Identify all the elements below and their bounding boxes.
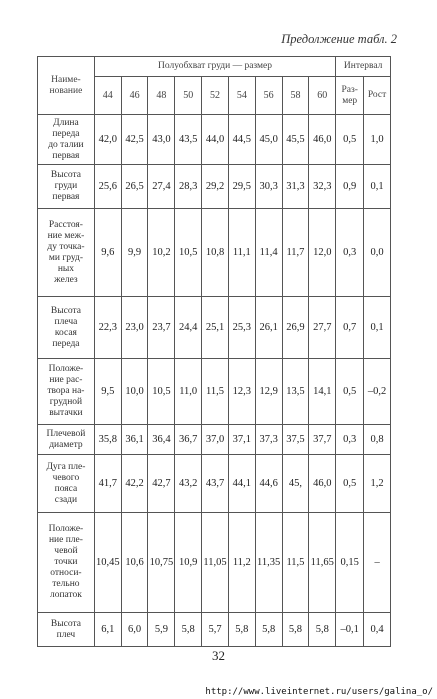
measurement-cell: 22,3 — [94, 297, 121, 359]
measurement-cell: 10,75 — [148, 513, 175, 613]
size-group-header: Полуобхват груди — размер — [94, 57, 335, 77]
measurement-cell: 10,6 — [121, 513, 148, 613]
measurement-cell: 11,2 — [228, 513, 255, 613]
size-header: 58 — [282, 77, 309, 115]
measurement-cell: 11,5 — [202, 359, 229, 425]
measurement-cell: 35,8 — [94, 425, 121, 455]
measurement-cell: 46,0 — [309, 115, 336, 165]
size-header: 60 — [309, 77, 336, 115]
table-caption: Предолжение табл. 2 — [281, 32, 397, 46]
measurement-cell: 10,5 — [175, 209, 202, 297]
parameter-name: Высота груди первая — [38, 165, 95, 209]
watermark-url: http://www.liveinternet.ru/users/galina_o/ — [205, 687, 433, 697]
table-row — [38, 455, 391, 513]
height-interval-cell: –0,2 — [364, 359, 391, 425]
name-column-header: Наиме- нование — [38, 57, 95, 115]
measurement-cell: 10,45 — [94, 513, 121, 613]
measurement-cell: 25,1 — [202, 297, 229, 359]
size-interval-cell: 0,5 — [336, 359, 364, 425]
table-row — [38, 513, 391, 613]
size-interval-cell: 0,9 — [336, 165, 364, 209]
size-header: 56 — [255, 77, 282, 115]
measurements-table — [37, 56, 391, 647]
measurement-cell: 43,0 — [148, 115, 175, 165]
parameter-name: Высота плеч — [38, 613, 95, 647]
measurement-cell: 43,5 — [175, 115, 202, 165]
measurement-cell: 30,3 — [255, 165, 282, 209]
measurement-cell: 11,5 — [282, 513, 309, 613]
measurement-cell: 9,9 — [121, 209, 148, 297]
measurement-cell: 45,0 — [255, 115, 282, 165]
size-header: 52 — [202, 77, 229, 115]
measurement-cell: 5,8 — [175, 613, 202, 647]
measurement-cell: 5,8 — [282, 613, 309, 647]
measurement-cell: 45, — [282, 455, 309, 513]
measurement-cell: 5,9 — [148, 613, 175, 647]
measurement-cell: 37,3 — [255, 425, 282, 455]
measurement-cell: 25,6 — [94, 165, 121, 209]
measurement-cell: 5,7 — [202, 613, 229, 647]
measurement-cell: 23,7 — [148, 297, 175, 359]
measurement-cell: 46,0 — [309, 455, 336, 513]
height-interval-cell: 1,0 — [364, 115, 391, 165]
measurement-cell: 24,4 — [175, 297, 202, 359]
table-row — [38, 209, 391, 297]
measurement-cell: 31,3 — [282, 165, 309, 209]
measurement-cell: 27,7 — [309, 297, 336, 359]
parameter-name: Расстоя- ние меж- ду точка- ми груд- ных желез — [38, 209, 95, 297]
parameter-name: Высота плеча косая переда — [38, 297, 95, 359]
height-interval-cell: 0,1 — [364, 165, 391, 209]
measurement-cell: 44,1 — [228, 455, 255, 513]
measurement-cell: 42,2 — [121, 455, 148, 513]
measurement-cell: 42,0 — [94, 115, 121, 165]
measurement-cell: 25,3 — [228, 297, 255, 359]
measurement-cell: 11,1 — [228, 209, 255, 297]
measurement-cell: 14,1 — [309, 359, 336, 425]
measurement-cell: 42,7 — [148, 455, 175, 513]
table-row — [38, 359, 391, 425]
page-number: 32 — [212, 648, 225, 663]
size-interval-cell: 0,5 — [336, 115, 364, 165]
size-header: 46 — [121, 77, 148, 115]
measurement-cell: 36,1 — [121, 425, 148, 455]
height-interval-cell: 0,4 — [364, 613, 391, 647]
parameter-name: Положе- ние пле- чевой точки относи- тельно лопаток — [38, 513, 95, 613]
height-interval-cell: 0,8 — [364, 425, 391, 455]
measurement-cell: 9,5 — [94, 359, 121, 425]
height-interval-cell: 1,2 — [364, 455, 391, 513]
measurement-cell: 26,1 — [255, 297, 282, 359]
measurement-cell: 44,5 — [228, 115, 255, 165]
height-interval-cell: 0,1 — [364, 297, 391, 359]
size-header: 54 — [228, 77, 255, 115]
measurement-cell: 29,5 — [228, 165, 255, 209]
size-interval-cell: –0,1 — [336, 613, 364, 647]
measurement-cell: 10,9 — [175, 513, 202, 613]
measurement-cell: 44,0 — [202, 115, 229, 165]
measurement-cell: 26,5 — [121, 165, 148, 209]
measurement-cell: 9,6 — [94, 209, 121, 297]
measurement-cell: 43,2 — [175, 455, 202, 513]
measurement-cell: 12,9 — [255, 359, 282, 425]
measurement-cell: 27,4 — [148, 165, 175, 209]
measurement-cell: 5,8 — [228, 613, 255, 647]
measurement-cell: 10,0 — [121, 359, 148, 425]
parameter-name: Длина переда до талии первая — [38, 115, 95, 165]
size-interval-cell: 0,7 — [336, 297, 364, 359]
measurement-cell: 41,7 — [94, 455, 121, 513]
table-row — [38, 115, 391, 165]
measurement-cell: 13,5 — [282, 359, 309, 425]
height-interval-cell: – — [364, 513, 391, 613]
measurement-cell: 11,0 — [175, 359, 202, 425]
size-header: 48 — [148, 77, 175, 115]
measurement-cell: 11,7 — [282, 209, 309, 297]
measurement-cell: 11,65 — [309, 513, 336, 613]
measurement-cell: 10,8 — [202, 209, 229, 297]
measurement-cell: 5,8 — [309, 613, 336, 647]
measurement-cell: 29,2 — [202, 165, 229, 209]
table-row — [38, 297, 391, 359]
size-interval-cell: 0,15 — [336, 513, 364, 613]
measurement-cell: 12,3 — [228, 359, 255, 425]
table-row — [38, 425, 391, 455]
measurement-cell: 36,4 — [148, 425, 175, 455]
parameter-name: Дуга пле- чевого пояса сзади — [38, 455, 95, 513]
measurement-cell: 37,0 — [202, 425, 229, 455]
measurement-cell: 26,9 — [282, 297, 309, 359]
measurement-cell: 36,7 — [175, 425, 202, 455]
measurement-cell: 37,1 — [228, 425, 255, 455]
measurement-cell: 6,1 — [94, 613, 121, 647]
header-row-top — [38, 57, 391, 77]
measurement-cell: 43,7 — [202, 455, 229, 513]
height-interval-cell: 0,0 — [364, 209, 391, 297]
measurement-cell: 5,8 — [255, 613, 282, 647]
table-row — [38, 165, 391, 209]
measurement-cell: 44,6 — [255, 455, 282, 513]
table-row — [38, 613, 391, 647]
measurement-cell: 37,7 — [309, 425, 336, 455]
measurement-cell: 23,0 — [121, 297, 148, 359]
table-body — [38, 115, 391, 647]
measurement-cell: 45,5 — [282, 115, 309, 165]
size-header: 50 — [175, 77, 202, 115]
size-header: 44 — [94, 77, 121, 115]
measurement-cell: 28,3 — [175, 165, 202, 209]
measurement-cell: 6,0 — [121, 613, 148, 647]
measurement-cell: 11,05 — [202, 513, 229, 613]
size-interval-cell: 0,5 — [336, 455, 364, 513]
size-interval-cell: 0,3 — [336, 425, 364, 455]
size-interval-cell: 0,3 — [336, 209, 364, 297]
measurement-cell: 10,2 — [148, 209, 175, 297]
interval-header: Рост — [364, 77, 391, 115]
parameter-name: Положе- ние рас- твора на- грудной вытачки — [38, 359, 95, 425]
measurement-cell: 32,3 — [309, 165, 336, 209]
measurement-cell: 11,35 — [255, 513, 282, 613]
interval-group-header: Интервал — [336, 57, 391, 77]
measurement-cell: 37,5 — [282, 425, 309, 455]
parameter-name: Плечевой диаметр — [38, 425, 95, 455]
measurement-cell: 12,0 — [309, 209, 336, 297]
measurement-cell: 11,4 — [255, 209, 282, 297]
measurement-cell: 42,5 — [121, 115, 148, 165]
measurement-cell: 10,5 — [148, 359, 175, 425]
interval-header: Раз- мер — [336, 77, 364, 115]
